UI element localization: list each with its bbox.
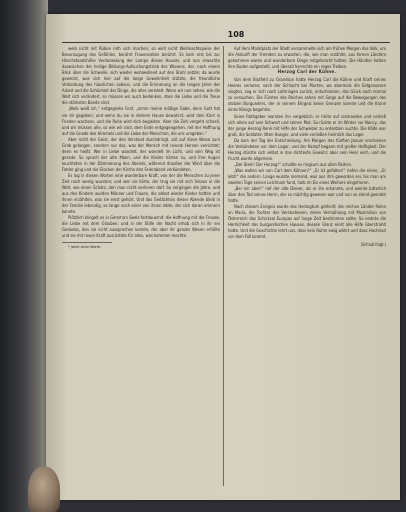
column-divider (223, 46, 224, 486)
paragraph: „Weib weiß ich,“ entgegnete Graf, „nimm meine mäßige Gabe, denn Gott hat sie dir gegeben; und wenn du sie in deinem Hause bewahrst, wird dein Kind in Frieden wachsen, und die Ruhe wird dich begleiten. Aber die Zeit vergeht schnell, und wir müssen alle, so wie wir sind, dem Ende entgegengehen, mit der Hoffnung auf die Gnade des Himmels und die Liebe der Menschen, die uns umgeben.“ (62, 106, 220, 136)
paragraph: Plötzlich klingelt es in Gemma's Seele fortdauernd: die Hoffnung mit der Freude, die Liebe mit dem Glauben; und in der Stille der Nacht erhob sich in ihr ein Gedanke, den sie nicht aussprechen konnte, der aber ihr ganzes Wesen erfüllte und sie mit neuer Kraft ausrüstete für alles, was kommen mochte. (62, 215, 220, 239)
article-title: Herzog Carl der Kühne. (277, 70, 337, 76)
paragraph: Seine Rathgeber warnten ihn vergeblich; er hörte auf niemanden und verließ sich allein auf sein Schwert und seinen Mut. So rückte er im Winter vor Nancy, das der junge Herzog René mit Hilfe der Schweizer zu entsetzen suchte. Die Kälte war groß, die Soldaten litten Hunger, und viele verließen heimlich das Lager. (228, 113, 386, 137)
paragraph: Auf dem Marktplatz der Stadt versammelte sich am frühen Morgen das Volk, um die Ankunft der Fremden zu erwarten, die, wie man erzählte, aus fernen Ländern gekommen waren und wunderbare Dinge mitgebracht hatten. Die Händler hatten ihre Buden aufgestellt, und überall herrschte ein reges Treiben. (228, 46, 386, 70)
book-page (46, 14, 400, 500)
paragraph: „Der Stein! Der Herzog!“ schallte es ringsum aus allen Reihen. (234, 161, 353, 167)
paragraph: Es lag in diesen Worten eine wunderbare Kraft, von der die Menschen zu jener Zeit noch wenig wussten; und wer sie hörte, der trug sie mit sich hinaus in die Welt, wie einen Schatz, den man nicht verlieren darf. So vergingen die Jahre, und aus den Kindern wurden Männer und Frauen, die selbst wieder Kinder hatten und ihnen erzählten, was sie einst gehört. Und das Gedächtnis dieser Abende blieb in der Familie lebendig, so lange noch einer von ihnen lebte, der sich daran erinnern konnte. (62, 172, 220, 215)
paragraph: Aber nicht der Geist, der den Verstand durchdringt, soll auf diese Weise zum Grab gelangen, sondern nur das, was der Mensch mit reinem Herzen verrichtet; denn es heißt: Wer in Liebe wandelt, der wandelt im Licht, und sein Weg ist gerade. So sprach der alte Mann, und die Kinder hörten zu, und ihre Augen leuchteten in der Dämmerung des Abends, während draußen der Wind über die Felder ging und die Glocken der Kirche den Feierabend verkündeten. (62, 136, 220, 172)
continued-note: (Schluß folgt.) (360, 241, 386, 247)
header-rule (62, 42, 390, 43)
paragraph: „Was wollen wir von Carl dem Kühnen?“ „Er ist gefallen!“ riefen die einen; „Er lebt!“ die andern. Lange wusste niemand, was aus ihm geworden sei, bis man am zweiten Tage seinen Leichnam fand, halb im Eis eines Weihers eingefroren. (228, 167, 386, 186)
left-column (62, 46, 220, 486)
paragraph: Da kam der Tag der Entscheidung. Am Morgen des fünften Januar erschienen die Verbündeten vor dem Lager, und der Kampf begann mit großer Heftigkeit. Der Herzog stürzte sich selbst in das dichteste Gewühl; aber sein Heer wich, und die Flucht wurde allgemein. (228, 137, 386, 161)
paragraph: weib nicht mit Rüben roth sich machen; so wird nicht Weihnachtspeise der Bevorzugung des Gefühles, berührt Frauenseiten berührt. Es kam erst bis zur Hirschstandshöhe Verdunkelung der Lampe dieses Hauses, und nun erwachte dazwischen der heilige Bildungs-Aufsuchungstrieb des Wissens, der, nach einem Blick über die Schwelle, sich wieder wohlwollend auf den Stuhl setzte; da wurde geweckt, was sich hier auf die lange Gewohnheit stützte, die freundliche Verbindung des häuslichen Lebens, und die Erinnerung an die langen Jahre der Arbeit und die Schönheit der Dinge, die alles veredelt. Wenn wir nun sehen, wie die Welt sich verändert, so müssen wir auch bedenken, dass die Liebe und die Treue die stärksten Bande sind. (62, 46, 220, 106)
finger (28, 466, 60, 512)
right-column (228, 46, 386, 486)
paragraph: Nach diesem Ereignis wurde das Herzogtum getheilt; die reichen Länder fielen an Maria, die Tochter des Verstorbenen, deren Vermählung mit Maximilian von Österreich das Schicksal Europas auf lange Zeit bestimmen sollte. So endete die Herrlichkeit des burgundischen Hauses, dessen Glanz einst alle Höfe überstrahlt hatte. Und die Geschichte lehrt uns, dass kein Ruhm ewig währt und dass Hochmut vor dem Fall kommt. (228, 204, 386, 240)
page-number: 108 (227, 30, 245, 39)
book-spine (0, 0, 48, 512)
paragraph: Von dem Blutfeld zu Grandson hatte Herzog Carl die Kühne und Kraft seines Heeres verloren; nach der Schlacht bei Murten, wo abermals die Eidgenossen siegten, zog er sich nach Lothringen zurück, entschlossen, das Glück noch einmal zu versuchen. Die Fürsten des Reiches sahen mit Sorge auf die Bewegungen des stolzen Burgunders, der in seinem Ehrgeiz keine Grenzen kannte und die Krone eines Königs begehrte. (228, 77, 386, 113)
footnote: * Jahre ohne Worte. (68, 243, 102, 249)
paragraph: „Bei mir aber!“ rief der alte Diener, als er ihn erkannte, und weinte bitterlich über den Tod seines Herrn, der so mächtig gewesen war und nun so elend geendet hatte. (228, 186, 386, 204)
